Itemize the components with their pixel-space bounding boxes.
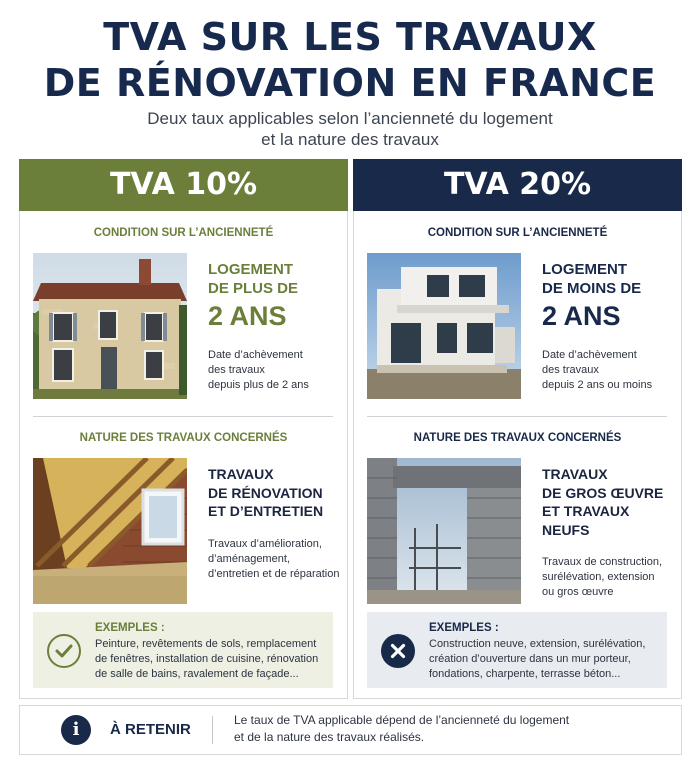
works-title-line: ET D’ENTRETIEN <box>208 503 324 519</box>
subtitle-line-1: Deux taux applicables selon l’ancienneté du logement <box>147 109 553 128</box>
tva-20-column <box>353 159 682 699</box>
tva-20-heading: TVA 20% <box>353 159 682 211</box>
condition-label: CONDITION SUR L’ANCIENNETÉ <box>427 227 608 239</box>
takeaway-label: À RETENIR <box>110 721 191 738</box>
examples-line: de salle de bains, ravalement de façade... <box>95 668 299 680</box>
x-circle-icon <box>381 634 415 668</box>
works-type <box>208 465 344 582</box>
age-line-2: DE PLUS DE <box>208 280 299 297</box>
page-subtitle <box>0 108 700 150</box>
age-years: 2 ANS <box>208 301 287 331</box>
check-circle-icon <box>47 634 81 668</box>
works-label: NATURE DES TRAVAUX CONCERNÉS <box>413 432 622 444</box>
tva-10-heading: TVA 10% <box>19 159 348 211</box>
section-divider <box>367 416 667 417</box>
examples-title: EXEMPLES : <box>429 622 499 634</box>
age-desc-line: Date d’achèvement <box>208 349 303 361</box>
works-desc-line: d’entretien et de réparation <box>208 567 340 580</box>
takeaway-text <box>234 712 634 746</box>
works-title-line: DE RÉNOVATION <box>208 484 323 501</box>
examples-line: fondations, charpente, terrasse béton... <box>429 668 621 680</box>
new-house-image <box>367 253 521 399</box>
age-desc-line: Date d’achèvement <box>542 349 637 361</box>
section-divider <box>33 416 333 417</box>
works-desc-line: ou gros œuvre <box>542 586 614 598</box>
works-description <box>208 537 344 582</box>
works-description <box>542 555 678 600</box>
vertical-divider <box>212 716 213 744</box>
examples-box <box>367 612 667 688</box>
condition-label: CONDITION SUR L’ANCIENNETÉ <box>93 227 274 239</box>
works-desc-line: surélévation, extension <box>542 571 655 583</box>
age-condition <box>542 260 678 393</box>
subtitle-line-2: et la nature des travaux <box>261 130 439 149</box>
age-condition <box>208 260 344 393</box>
examples-box <box>33 612 333 688</box>
info-icon: i <box>61 715 91 745</box>
age-desc-line: des travaux <box>208 364 265 376</box>
age-desc-line: depuis plus de 2 ans <box>208 379 309 391</box>
examples-line: Peinture, revêtements de sols, remplacement <box>95 638 317 650</box>
construction-site-image <box>367 458 521 604</box>
tva-10-column <box>19 159 348 699</box>
examples-line: de fenêtres, installation de cuisine, rénovation <box>95 653 319 665</box>
works-desc-line: d’aménagement, <box>208 552 290 565</box>
takeaway-line: et de la nature des travaux réalisés. <box>234 730 425 744</box>
works-title-line: DE GROS ŒUVRE <box>542 484 664 501</box>
examples-line: création d’ouverture dans un mur porteur, <box>429 653 631 665</box>
age-line-1: LOGEMENT <box>208 261 293 278</box>
works-type <box>542 465 678 600</box>
examples-text <box>95 637 327 682</box>
examples-line: Construction neuve, extension, surélévation, <box>429 638 646 650</box>
age-desc-line: des travaux <box>542 364 599 376</box>
takeaway-line: Le taux de TVA applicable dépend de l’ancienneté du logement <box>234 713 570 727</box>
age-line-2: DE MOINS DE <box>542 280 642 297</box>
works-desc-line: Travaux de construction, <box>542 556 663 568</box>
attic-insulation-image <box>33 458 187 604</box>
title-line-1: TVA SUR LES TRAVAUX <box>103 15 597 59</box>
age-description <box>208 348 344 393</box>
page-title <box>0 14 700 106</box>
examples-title: EXEMPLES : <box>95 622 165 634</box>
examples-text <box>429 637 661 682</box>
key-takeaway-box <box>19 705 682 755</box>
old-house-image <box>33 253 187 399</box>
age-description <box>542 348 678 393</box>
works-title-line: TRAVAUX <box>208 466 274 482</box>
works-desc-line: Travaux d’amélioration, <box>208 537 322 550</box>
works-label: NATURE DES TRAVAUX CONCERNÉS <box>79 432 288 444</box>
age-years: 2 ANS <box>542 301 621 331</box>
title-line-2: DE RÉNOVATION EN FRANCE <box>43 61 657 105</box>
age-line-1: LOGEMENT <box>542 261 627 278</box>
age-desc-line: depuis 2 ans ou moins <box>542 379 653 391</box>
works-title-line: TRAVAUX <box>542 466 608 482</box>
works-title-line: ET TRAVAUX NEUFS <box>542 503 630 538</box>
